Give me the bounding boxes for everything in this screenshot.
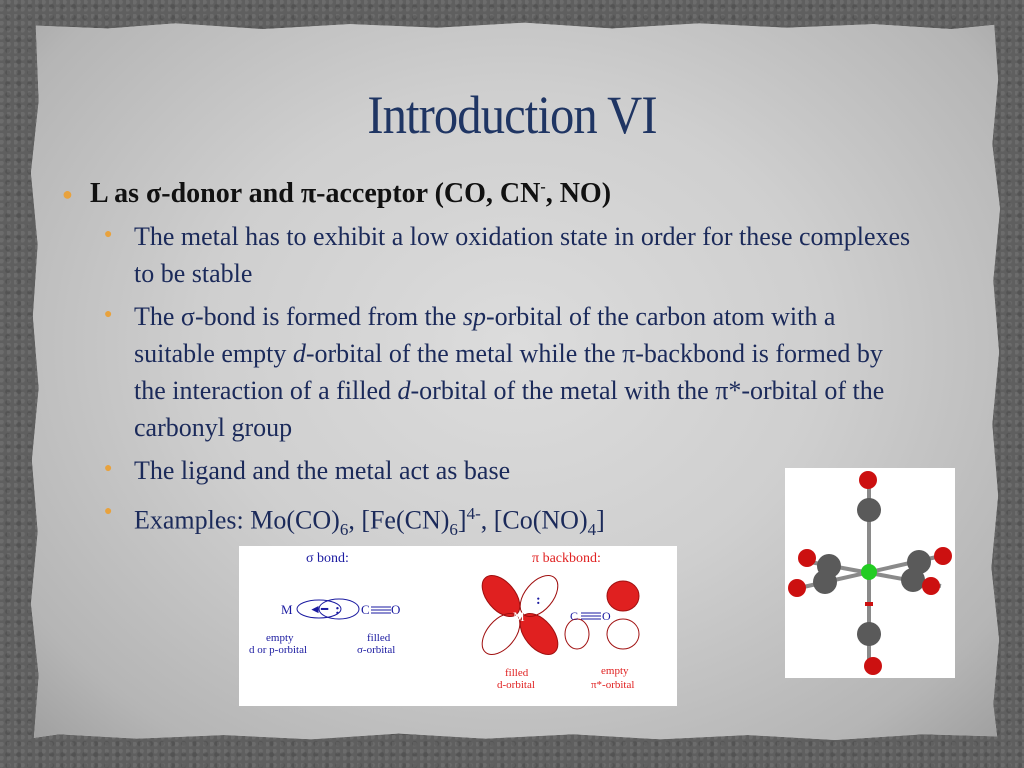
sub-bullet-text — [134, 298, 914, 446]
pi-symbol: π — [622, 339, 636, 368]
pi-filled-label: filled — [505, 667, 529, 679]
d-italic: d — [292, 339, 306, 368]
sub-bullet-text: The metal has to exhibit a low oxidation state in order for these complexes to be stable — [134, 222, 911, 288]
metal-label: M — [281, 602, 293, 617]
carbon-atom — [857, 498, 881, 522]
main-bullet-mid: -donor and — [161, 178, 301, 209]
metal-label: M — [513, 609, 525, 624]
lone-pair-icon: : — [335, 602, 340, 618]
carbon-atom — [813, 570, 837, 594]
pi-empty-label-2: π*-orbital — [591, 679, 635, 691]
main-bullet-text — [90, 178, 611, 210]
charge-sup: - — [540, 178, 546, 196]
pi-star-lobe — [607, 619, 639, 649]
oxygen-atom — [922, 577, 940, 595]
text-part: -orbital of the metal with the — [410, 376, 716, 405]
carbon-label: C — [570, 609, 579, 623]
oxygen-atom — [859, 471, 877, 489]
bullet-dot-icon: ● — [104, 307, 113, 322]
text-part: -orbital of the carbonyl group — [134, 376, 885, 442]
pi-symbol: π — [300, 178, 317, 209]
carbon-atom — [901, 568, 925, 592]
subscript: 4 — [587, 519, 597, 539]
sub-bullet-stability — [102, 218, 962, 292]
text-part: , [Co(NO) — [480, 505, 588, 535]
carbon-atom — [857, 622, 881, 646]
main-bullet — [62, 178, 962, 210]
molecule-svg — [785, 468, 955, 678]
d-italic: d — [397, 376, 411, 405]
subscript: 6 — [339, 519, 349, 539]
pi-empty-label: empty — [601, 665, 629, 677]
electron-pair-icon: : — [536, 593, 541, 608]
text-part: ] — [457, 505, 467, 535]
filled-label: filled — [367, 632, 391, 644]
oxygen-label: O — [602, 609, 611, 623]
arrow-icon: ◄━ — [309, 602, 329, 616]
sp-italic: sp — [462, 302, 486, 331]
pi-filled-label-2: d-orbital — [497, 679, 535, 691]
bullet-dot-icon: ● — [104, 461, 113, 476]
oxygen-label: O — [391, 602, 401, 617]
sub-bullet-text: The ligand and the metal act as base — [134, 456, 511, 485]
pi-star-lobe — [565, 619, 589, 649]
sigma-symbol: σ — [146, 178, 162, 209]
oxygen-atom — [788, 579, 806, 597]
sigma-bond-title: σ bond: — [306, 551, 349, 566]
filled-label-2: σ-orbital — [357, 644, 396, 656]
pi-star-lobe — [607, 581, 639, 611]
text-part: , [Fe(CN) — [348, 505, 450, 535]
bullet-dot-icon: ● — [104, 227, 113, 242]
orbital-diagram-svg — [239, 546, 677, 706]
carbon-label: C — [361, 602, 370, 617]
text-part: -bond is formed from the — [194, 302, 463, 331]
sub-bullet-sigma-bond — [102, 298, 962, 446]
main-bullet-suffix: -acceptor (CO, CN — [316, 178, 541, 209]
text-part: The — [134, 302, 181, 331]
empty-label: empty — [266, 632, 294, 644]
text-part: Examples: Mo(CO) — [134, 505, 340, 535]
slide-title: Introduction VI — [367, 85, 657, 145]
pi-backbond-title: π backbond: — [532, 551, 601, 566]
subscript: 6 — [449, 519, 458, 539]
empty-label-2: d or p-orbital — [249, 644, 308, 656]
mo-co6-molecule-image — [785, 468, 955, 678]
bullet-dot-icon: ● — [104, 504, 113, 519]
oxygen-atom — [864, 657, 882, 675]
bond-marker — [865, 602, 873, 606]
oxygen-atom — [934, 547, 952, 565]
main-bullet-prefix: L as — [90, 178, 147, 209]
text-part: -orbital of the metal while the — [305, 339, 623, 368]
text-part: -backbond is formed by the interaction of a filled — [134, 339, 883, 405]
sigma-symbol: σ — [180, 302, 195, 331]
bullet-dot-icon: ● — [62, 184, 73, 204]
pi-star-symbol: π* — [715, 376, 742, 405]
main-bullet-end: , NO) — [545, 178, 612, 209]
orbital-diagram — [239, 546, 677, 706]
metal-atom — [861, 564, 877, 580]
superscript: 4- — [466, 504, 481, 523]
text-part: ] — [596, 505, 605, 535]
text-part: -orbital of the carbon atom with a suitable empty — [134, 302, 836, 368]
oxygen-atom — [798, 549, 816, 567]
